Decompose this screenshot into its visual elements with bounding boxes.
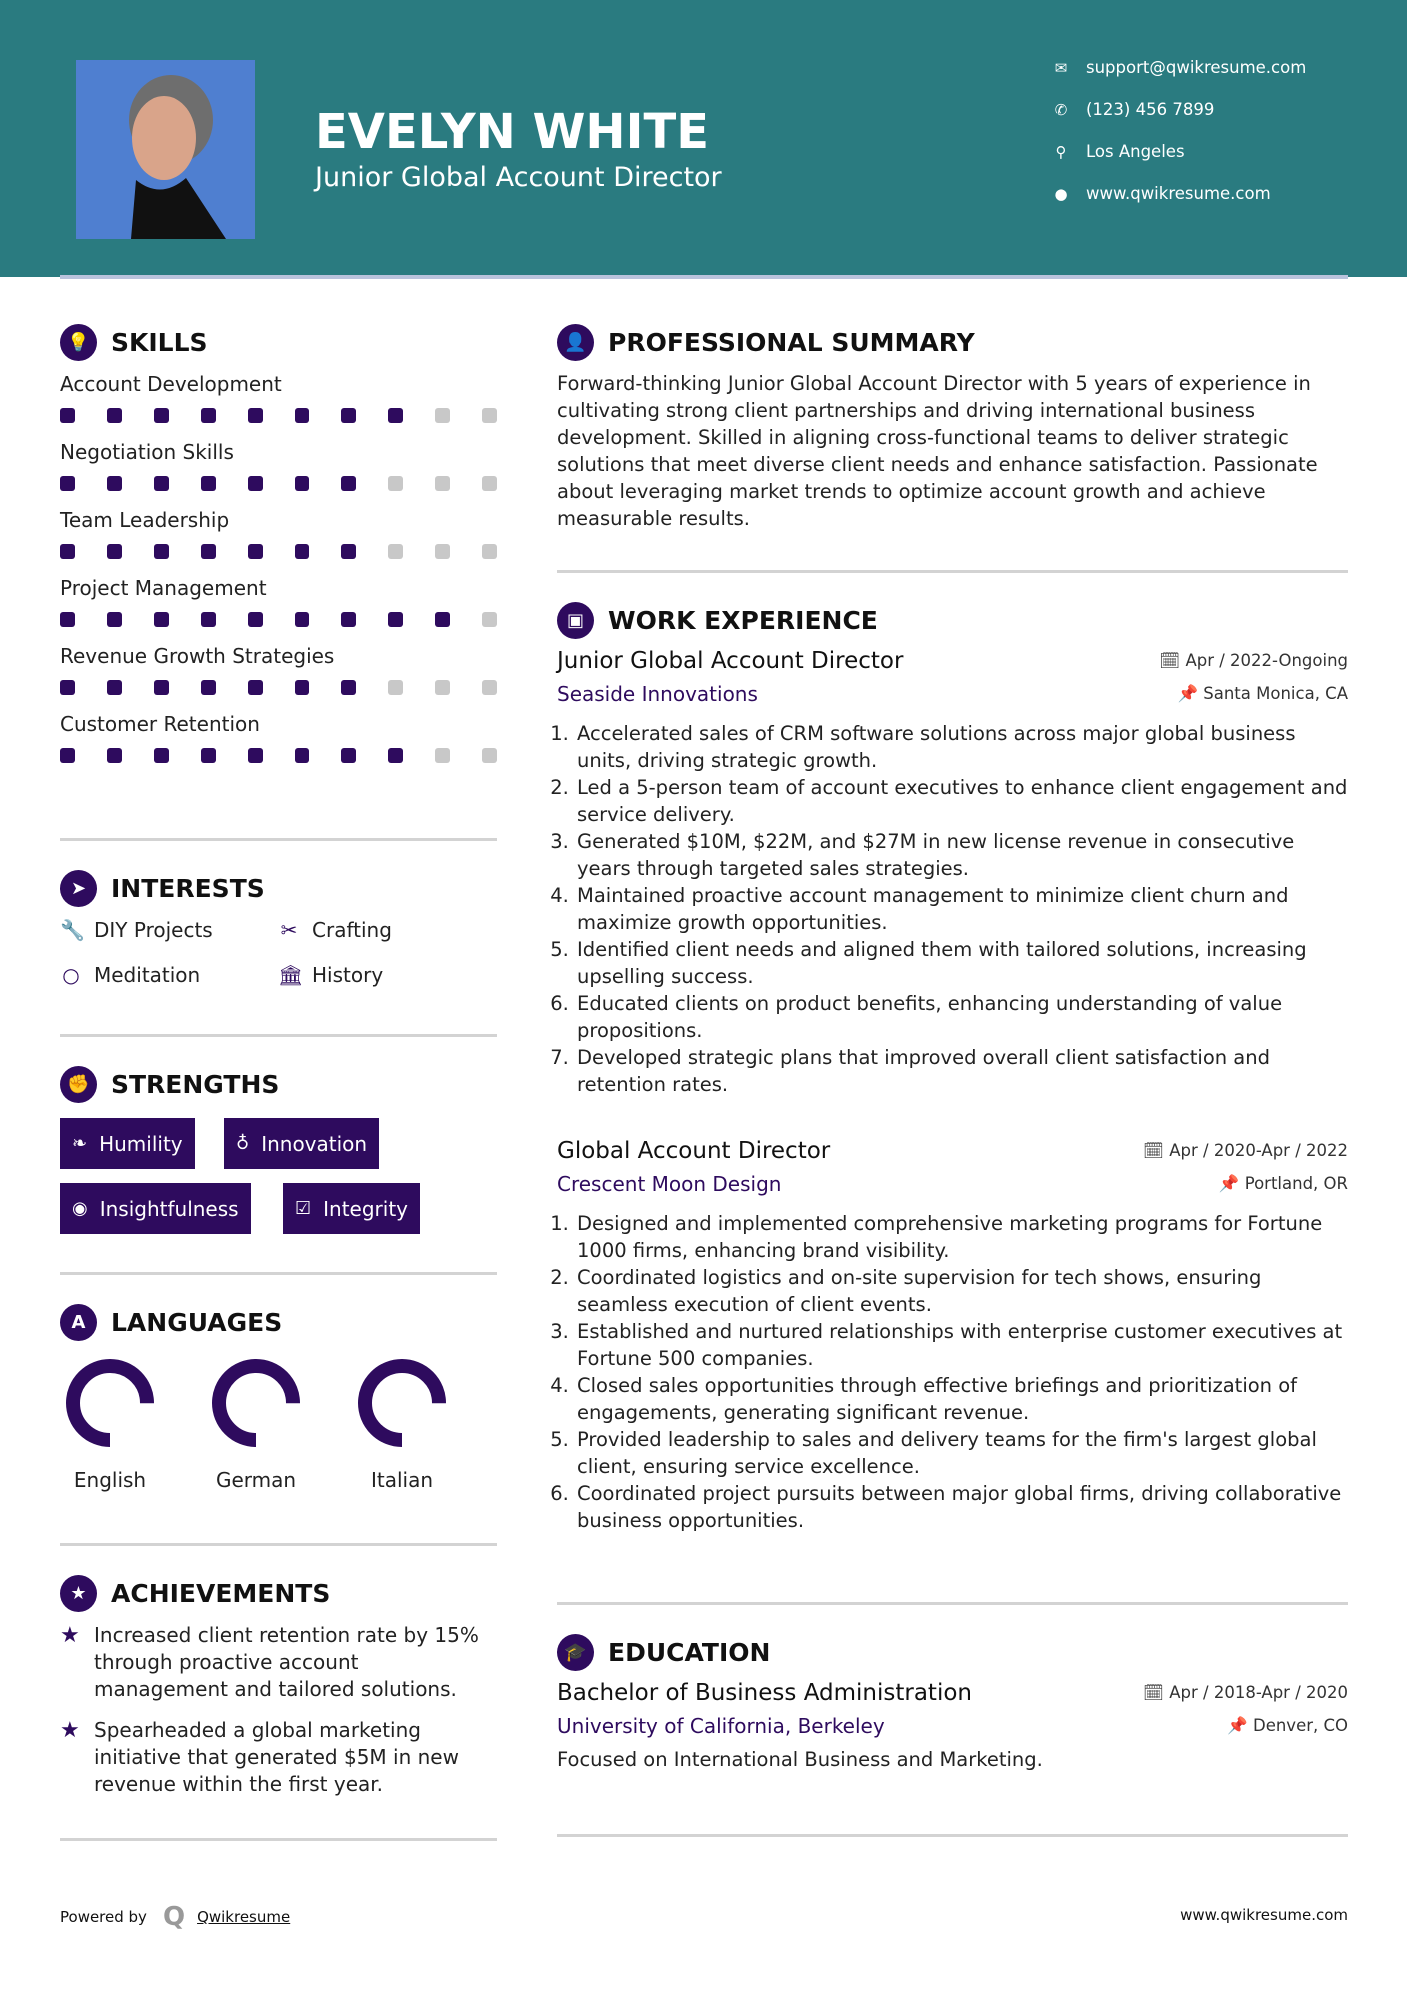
skill-item [60,712,497,763]
rating-dot [60,408,75,423]
rating-dot [60,612,75,627]
language-label: English [73,1468,147,1492]
skill-item [60,644,497,695]
rating-dot [60,476,75,491]
skill-rating [60,612,497,627]
skill-item [60,576,497,627]
skill-label: Team Leadership [60,508,230,532]
phone-icon: ✆ [1054,100,1068,119]
rating-dot [341,476,356,491]
rating-dot [295,612,310,627]
rating-dot [482,476,497,491]
rating-dot [388,748,403,763]
education-entry [557,1680,1348,1773]
job-location: 📌 Santa Monica, CA [1177,684,1348,703]
language-item [352,1358,472,1492]
strength-tag: ❧ Humility [60,1118,195,1169]
rating-dot [201,544,216,559]
rating-dot [435,612,450,627]
job-bullet: 1. Designed and implemented comprehensive marketing programs for Fortune 1000 firms, enhancing brand visibility. [575,1210,1348,1264]
pin-icon: 📌 [1177,684,1199,703]
education-location: 📌 Denver, CO [1227,1716,1348,1735]
rating-dot [201,680,216,695]
paper-plane-icon: ➤ [60,870,97,907]
divider [60,1543,497,1546]
skills-heading: 💡 SKILLS [60,324,208,361]
language-item [206,1358,326,1492]
job-entry [557,648,1348,1098]
rating-dot [388,408,403,423]
skill-rating [60,748,497,763]
skill-label: Negotiation Skills [60,440,234,464]
contact-location: ⚲ Los Angeles [1051,142,1185,161]
strength-tag: ☑ Integrity [283,1183,420,1234]
rating-dot [295,748,310,763]
candidate-title: Junior Global Account Director [315,162,722,193]
language-item [60,1358,180,1492]
rating-dot [295,476,310,491]
education-description: Focused on International Business and Marketing. [557,1748,1043,1771]
star-icon: ★ [60,1623,80,1648]
interest-item: 🔧 DIY Projects [60,918,213,942]
divider [557,1602,1348,1605]
rating-dot [60,748,75,763]
rating-dot [248,680,263,695]
job-bullet: 6. Coordinated project pursuits between major global firms, driving collaborative business opportunities. [575,1480,1348,1534]
rating-dot [201,408,216,423]
rating-dot [248,748,263,763]
job-title: Junior Global Account Director [557,648,904,674]
strength-tag: ◉ Insightfulness [60,1183,251,1234]
education-dates: 🗓 Apr / 2018-Apr / 2020 [1143,1683,1348,1702]
globe-icon: ● [1054,184,1068,203]
profile-photo [76,60,255,239]
rating-dot [388,680,403,695]
job-bullet: 4. Maintained proactive account management to minimize client churn and maximize growth opportunities. [575,882,1348,936]
rating-dot [248,476,263,491]
rating-dot [60,544,75,559]
footer-url[interactable]: www.qwikresume.com [1180,1906,1348,1924]
language-label: Italian [370,1468,434,1492]
interests-heading: ➤ INTERESTS [60,870,265,907]
user-icon: 👤 [557,324,594,361]
rating-dot [482,748,497,763]
divider [557,1834,1348,1837]
graduation-icon: 🎓 [557,1634,594,1671]
candidate-name: EVELYN WHITE [315,104,709,160]
skill-rating [60,680,497,695]
job-location: 📌 Portland, OR [1218,1174,1348,1193]
rating-dot [154,748,169,763]
experience-heading: ▣ WORK EXPERIENCE [557,602,878,639]
rating-dot [60,680,75,695]
check-square-icon: ☑ [295,1198,312,1219]
rating-dot [435,408,450,423]
calendar-icon: 🗓 [1159,651,1181,670]
rating-dot [388,544,403,559]
rating-dot [341,408,356,423]
rating-dot [154,544,169,559]
language-icon: A [60,1304,97,1341]
fist-icon: ✊ [60,1066,97,1103]
divider [60,1272,497,1275]
contact-email[interactable]: ✉ support@qwikresume.com [1051,58,1306,77]
skill-item [60,372,497,423]
skills-list [60,372,497,780]
rating-dot [295,680,310,695]
job-entry [557,1138,1348,1534]
leaf-icon: ❧ [72,1133,88,1154]
achievement-item: ★ Increased client retention rate by 15% through proactive account management and tailored solutions. [60,1623,479,1701]
interest-item: 🏛 History [278,963,384,987]
bank-icon: 🏛 [278,963,304,987]
star-icon: ★ [60,1575,97,1612]
divider [60,1034,497,1037]
education-heading: 🎓 EDUCATION [557,1634,770,1671]
rating-dot [107,544,122,559]
rating-dot [482,408,497,423]
rating-dot [107,408,122,423]
job-bullet: 5. Provided leadership to sales and delivery teams for the firm's largest global client, ensuring service excellence. [575,1426,1348,1480]
calendar-icon: 🗓 [1143,1141,1164,1160]
rating-dot [248,612,263,627]
rating-dot [341,680,356,695]
skill-rating [60,408,497,423]
rating-dot [248,544,263,559]
header-divider [60,275,1348,279]
school: University of California, Berkeley [557,1714,885,1738]
scissors-icon: ✂ [280,918,298,942]
achievements-heading: ★ ACHIEVEMENTS [60,1575,330,1612]
languages-heading: A LANGUAGES [60,1304,282,1341]
envelope-icon: ✉ [1054,58,1068,77]
job-bullet: 3. Established and nurtured relationships with enterprise customer executives at Fortune 500 companies. [575,1318,1348,1372]
job-bullet: 3. Generated $10M, $22M, and $27M in new license revenue in consecutive years through targeted sales strategies. [575,828,1348,882]
circle-icon: ○ [62,963,80,987]
pin-icon: 📌 [1218,1174,1240,1193]
company: Crescent Moon Design [557,1172,782,1196]
rating-dot [107,748,122,763]
rating-dot [341,612,356,627]
lightbulb-icon: 💡 [60,324,97,361]
rating-dot [341,748,356,763]
job-bullet: 2. Coordinated logistics and on-site supervision for tech shows, ensuring seamless execution of client events. [575,1264,1348,1318]
achievement-item: ★ Spearheaded a global marketing initiative that generated $5M in new revenue within the first year. [60,1718,459,1796]
job-bullets [557,1210,1348,1534]
divider [60,838,497,841]
rating-dot [435,680,450,695]
rating-dot [341,544,356,559]
rating-dot [248,408,263,423]
rating-dot [388,612,403,627]
brand-link[interactable]: Qwikresume [197,1908,291,1926]
divider [557,570,1348,573]
interest-item: ✂ Crafting [278,918,392,942]
rating-dot [482,544,497,559]
skill-item [60,508,497,559]
star-icon: ★ [60,1718,80,1743]
strength-tag: ♁ Innovation [224,1118,379,1169]
skill-item [60,440,497,491]
skill-label: Customer Retention [60,712,260,736]
rating-dot [295,544,310,559]
job-bullet: 7. Developed strategic plans that improved overall client satisfaction and retention rates. [575,1044,1348,1098]
job-dates: 🗓 Apr / 2022-Ongoing [1159,651,1348,670]
rating-dot [107,612,122,627]
eye-icon: ◉ [72,1198,88,1219]
job-bullet: 4. Closed sales opportunities through effective briefings and prioritization of engagements, generating significant revenue. [575,1372,1348,1426]
map-pin-icon: ⚲ [1055,142,1067,161]
rating-dot [154,408,169,423]
rating-dot [107,476,122,491]
job-title: Global Account Director [557,1138,831,1164]
briefcase-icon: ▣ [557,602,594,639]
qwikresume-logo-icon: Q [162,1902,186,1932]
strengths-heading: ✊ STRENGTHS [60,1066,279,1103]
rating-dot [388,476,403,491]
rating-dot [107,680,122,695]
job-dates: 🗓 Apr / 2020-Apr / 2022 [1143,1141,1348,1160]
language-level-arc [352,1358,452,1458]
rating-dot [295,408,310,423]
contact-website[interactable]: ● www.qwikresume.com [1051,184,1271,203]
wrench-icon: 🔧 [60,918,85,942]
job-bullet: 5. Identified client needs and aligned them with tailored solutions, increasing upselling success. [575,936,1348,990]
rating-dot [154,476,169,491]
rating-dot [154,612,169,627]
language-level-arc [60,1358,160,1458]
lightbulb-icon: ♁ [236,1133,250,1154]
skill-rating [60,476,497,491]
rating-dot [201,748,216,763]
skill-rating [60,544,497,559]
job-bullets [557,720,1348,1098]
job-bullet: 6. Educated clients on product benefits, enhancing understanding of value propositions. [575,990,1348,1044]
summary-text: Forward-thinking Junior Global Account Director with 5 years of experience in cultivating strong client partnerships and driving international business development. Skilled in aligning cross-functional teams to deliver strategic solutions that meet diverse client needs and enhance satisfaction. Passionate about leveraging market trends to optimize account growth and achieve measurable results. [557,372,1318,530]
rating-dot [435,748,450,763]
rating-dot [154,680,169,695]
interest-item: ○ Meditation [60,963,200,987]
divider [60,1838,497,1841]
rating-dot [201,476,216,491]
skill-label: Project Management [60,576,267,600]
job-bullet: 1. Accelerated sales of CRM software solutions across major global business units, driving strategic growth. [575,720,1348,774]
rating-dot [482,680,497,695]
rating-dot [435,476,450,491]
language-label: German [215,1468,297,1492]
summary-heading: 👤 PROFESSIONAL SUMMARY [557,324,975,361]
language-level-arc [206,1358,306,1458]
rating-dot [435,544,450,559]
company: Seaside Innovations [557,682,758,706]
skill-label: Account Development [60,372,282,396]
contact-phone: ✆ (123) 456 7899 [1051,100,1214,119]
degree: Bachelor of Business Administration [557,1680,972,1706]
rating-dot [482,612,497,627]
footer-powered: Powered by Q Qwikresume [60,1902,291,1932]
rating-dot [201,612,216,627]
job-bullet: 2. Led a 5-person team of account executives to enhance client engagement and service delivery. [575,774,1348,828]
skill-label: Revenue Growth Strategies [60,644,335,668]
